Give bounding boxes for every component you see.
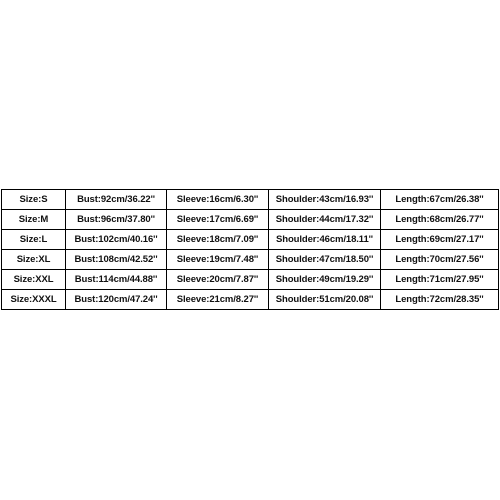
sleeve-cell: Sleeve:19cm/7.48'' (167, 250, 269, 270)
shoulder-cell: Shoulder:44cm/17.32'' (269, 210, 381, 230)
bust-cell: Bust:120cm/47.24'' (66, 290, 167, 310)
bust-cell: Bust:102cm/40.16'' (66, 230, 167, 250)
table-row (2, 190, 499, 210)
table-row (2, 270, 499, 290)
shoulder-cell: Shoulder:46cm/18.11'' (269, 230, 381, 250)
length-cell: Length:70cm/27.56'' (381, 250, 499, 270)
size-cell: Size:XXXL (2, 290, 66, 310)
size-cell: Size:XL (2, 250, 66, 270)
shoulder-cell: Shoulder:43cm/16.93'' (269, 190, 381, 210)
sleeve-cell: Sleeve:16cm/6.30'' (167, 190, 269, 210)
length-cell: Length:71cm/27.95'' (381, 270, 499, 290)
sleeve-cell: Sleeve:17cm/6.69'' (167, 210, 269, 230)
sleeve-cell: Sleeve:21cm/8.27'' (167, 290, 269, 310)
table-row (2, 230, 499, 250)
table-row (2, 250, 499, 270)
size-cell: Size:XXL (2, 270, 66, 290)
table-row (2, 210, 499, 230)
length-cell: Length:69cm/27.17'' (381, 230, 499, 250)
shoulder-cell: Shoulder:47cm/18.50'' (269, 250, 381, 270)
bust-cell: Bust:96cm/37.80'' (66, 210, 167, 230)
size-cell: Size:M (2, 210, 66, 230)
shoulder-cell: Shoulder:49cm/19.29'' (269, 270, 381, 290)
size-cell: Size:L (2, 230, 66, 250)
bust-cell: Bust:108cm/42.52'' (66, 250, 167, 270)
shoulder-cell: Shoulder:51cm/20.08'' (269, 290, 381, 310)
size-cell: Size:S (2, 190, 66, 210)
length-cell: Length:72cm/28.35'' (381, 290, 499, 310)
bust-cell: Bust:92cm/36.22'' (66, 190, 167, 210)
bust-cell: Bust:114cm/44.88'' (66, 270, 167, 290)
table-row (2, 290, 499, 310)
sleeve-cell: Sleeve:18cm/7.09'' (167, 230, 269, 250)
length-cell: Length:68cm/26.77'' (381, 210, 499, 230)
sleeve-cell: Sleeve:20cm/7.87'' (167, 270, 269, 290)
length-cell: Length:67cm/26.38'' (381, 190, 499, 210)
size-chart-table (1, 189, 499, 310)
